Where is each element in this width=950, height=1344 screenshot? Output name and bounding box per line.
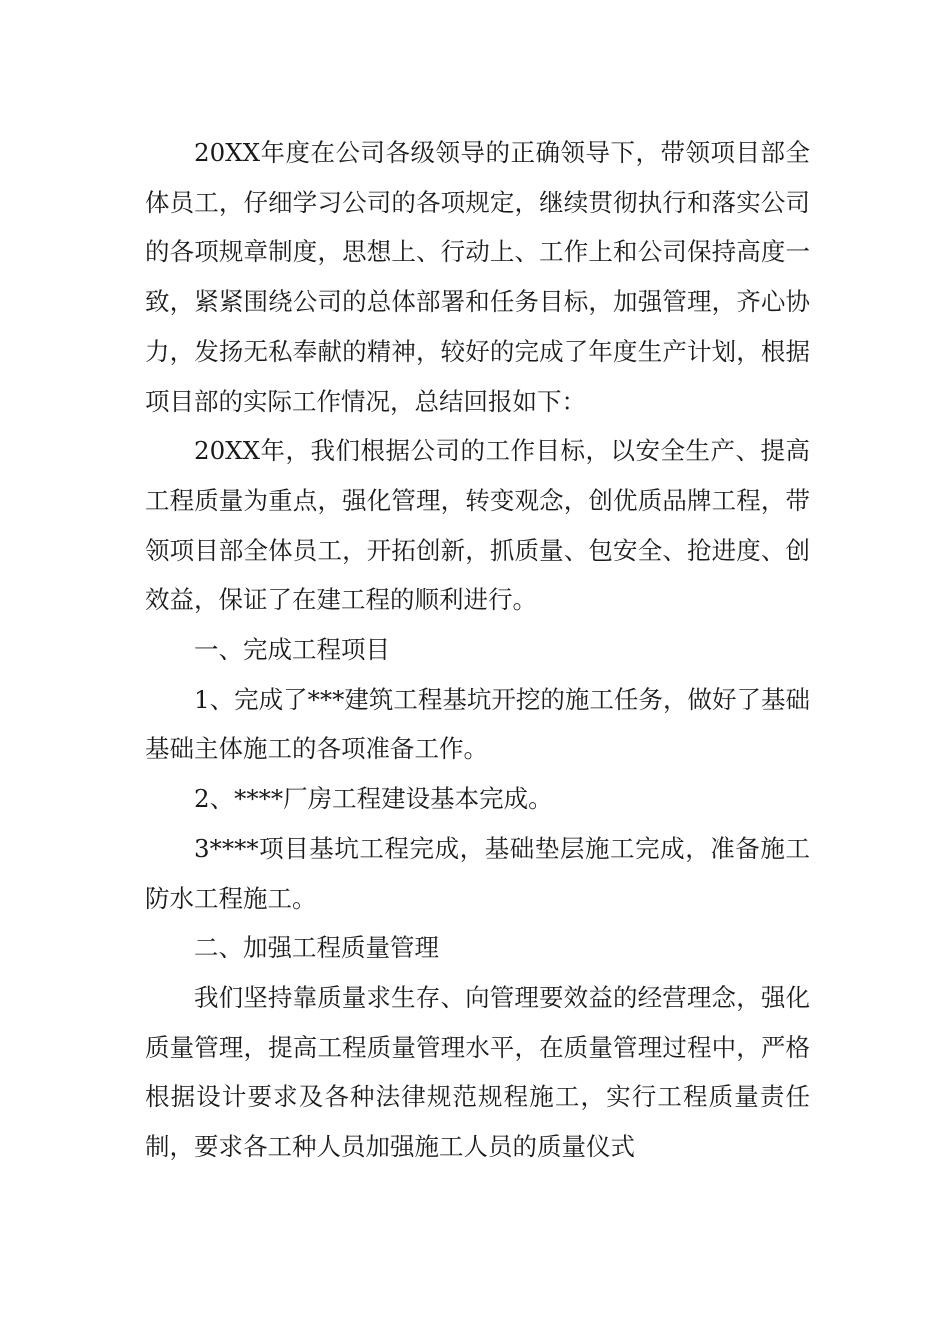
project-item-2: 2、****厂房工程建设基本完成。: [194, 784, 553, 814]
goals-paragraph: 20XX年，我们根据公司的工作目标，以安全生产、提高工程质量为重点，强化管理，转变观念，创优质品牌工程，带领项目部全体员工，开拓创新，抓质量、包安全、抢进度、创效益，保证了在建工程的顺利进行。: [145, 436, 810, 615]
project-item-3: 3****项目基坑工程完成，基础垫层施工完成，准备施工防水工程施工。: [145, 833, 810, 913]
quality-paragraph: 我们坚持靠质量求生存、向管理要效益的经营理念，强化质量管理，提高工程质量管理水平，在质量管理过程中，严格根据设计要求及各种法律规范规程施工，实行工程质量责任制，要求各工种人员加强施工人员的质量仪式: [145, 982, 810, 1162]
document-body: [145, 128, 810, 1172]
project-item-1: 1、完成了***建筑工程基坑开挖的施工任务，做好了基础基础主体施工的各项准备工作。: [145, 684, 810, 764]
intro-paragraph: 20XX年度在公司各级领导的正确领导下，带领项目部全体员工，仔细学习公司的各项规定，继续贯彻执行和落实公司的各项规章制度，思想上、行动上、工作上和公司保持高度一致，紧紧围绕公司的总体部署和任务目标，加强管理，齐心协力，发扬无私奉献的精神，较好的完成了年度生产计划，根据项目部的实际工作情况，总结回报如下：: [145, 138, 810, 416]
section-heading-quality: 二、加强工程质量管理: [194, 933, 439, 963]
section-heading-projects: 一、完成工程项目: [194, 635, 390, 665]
